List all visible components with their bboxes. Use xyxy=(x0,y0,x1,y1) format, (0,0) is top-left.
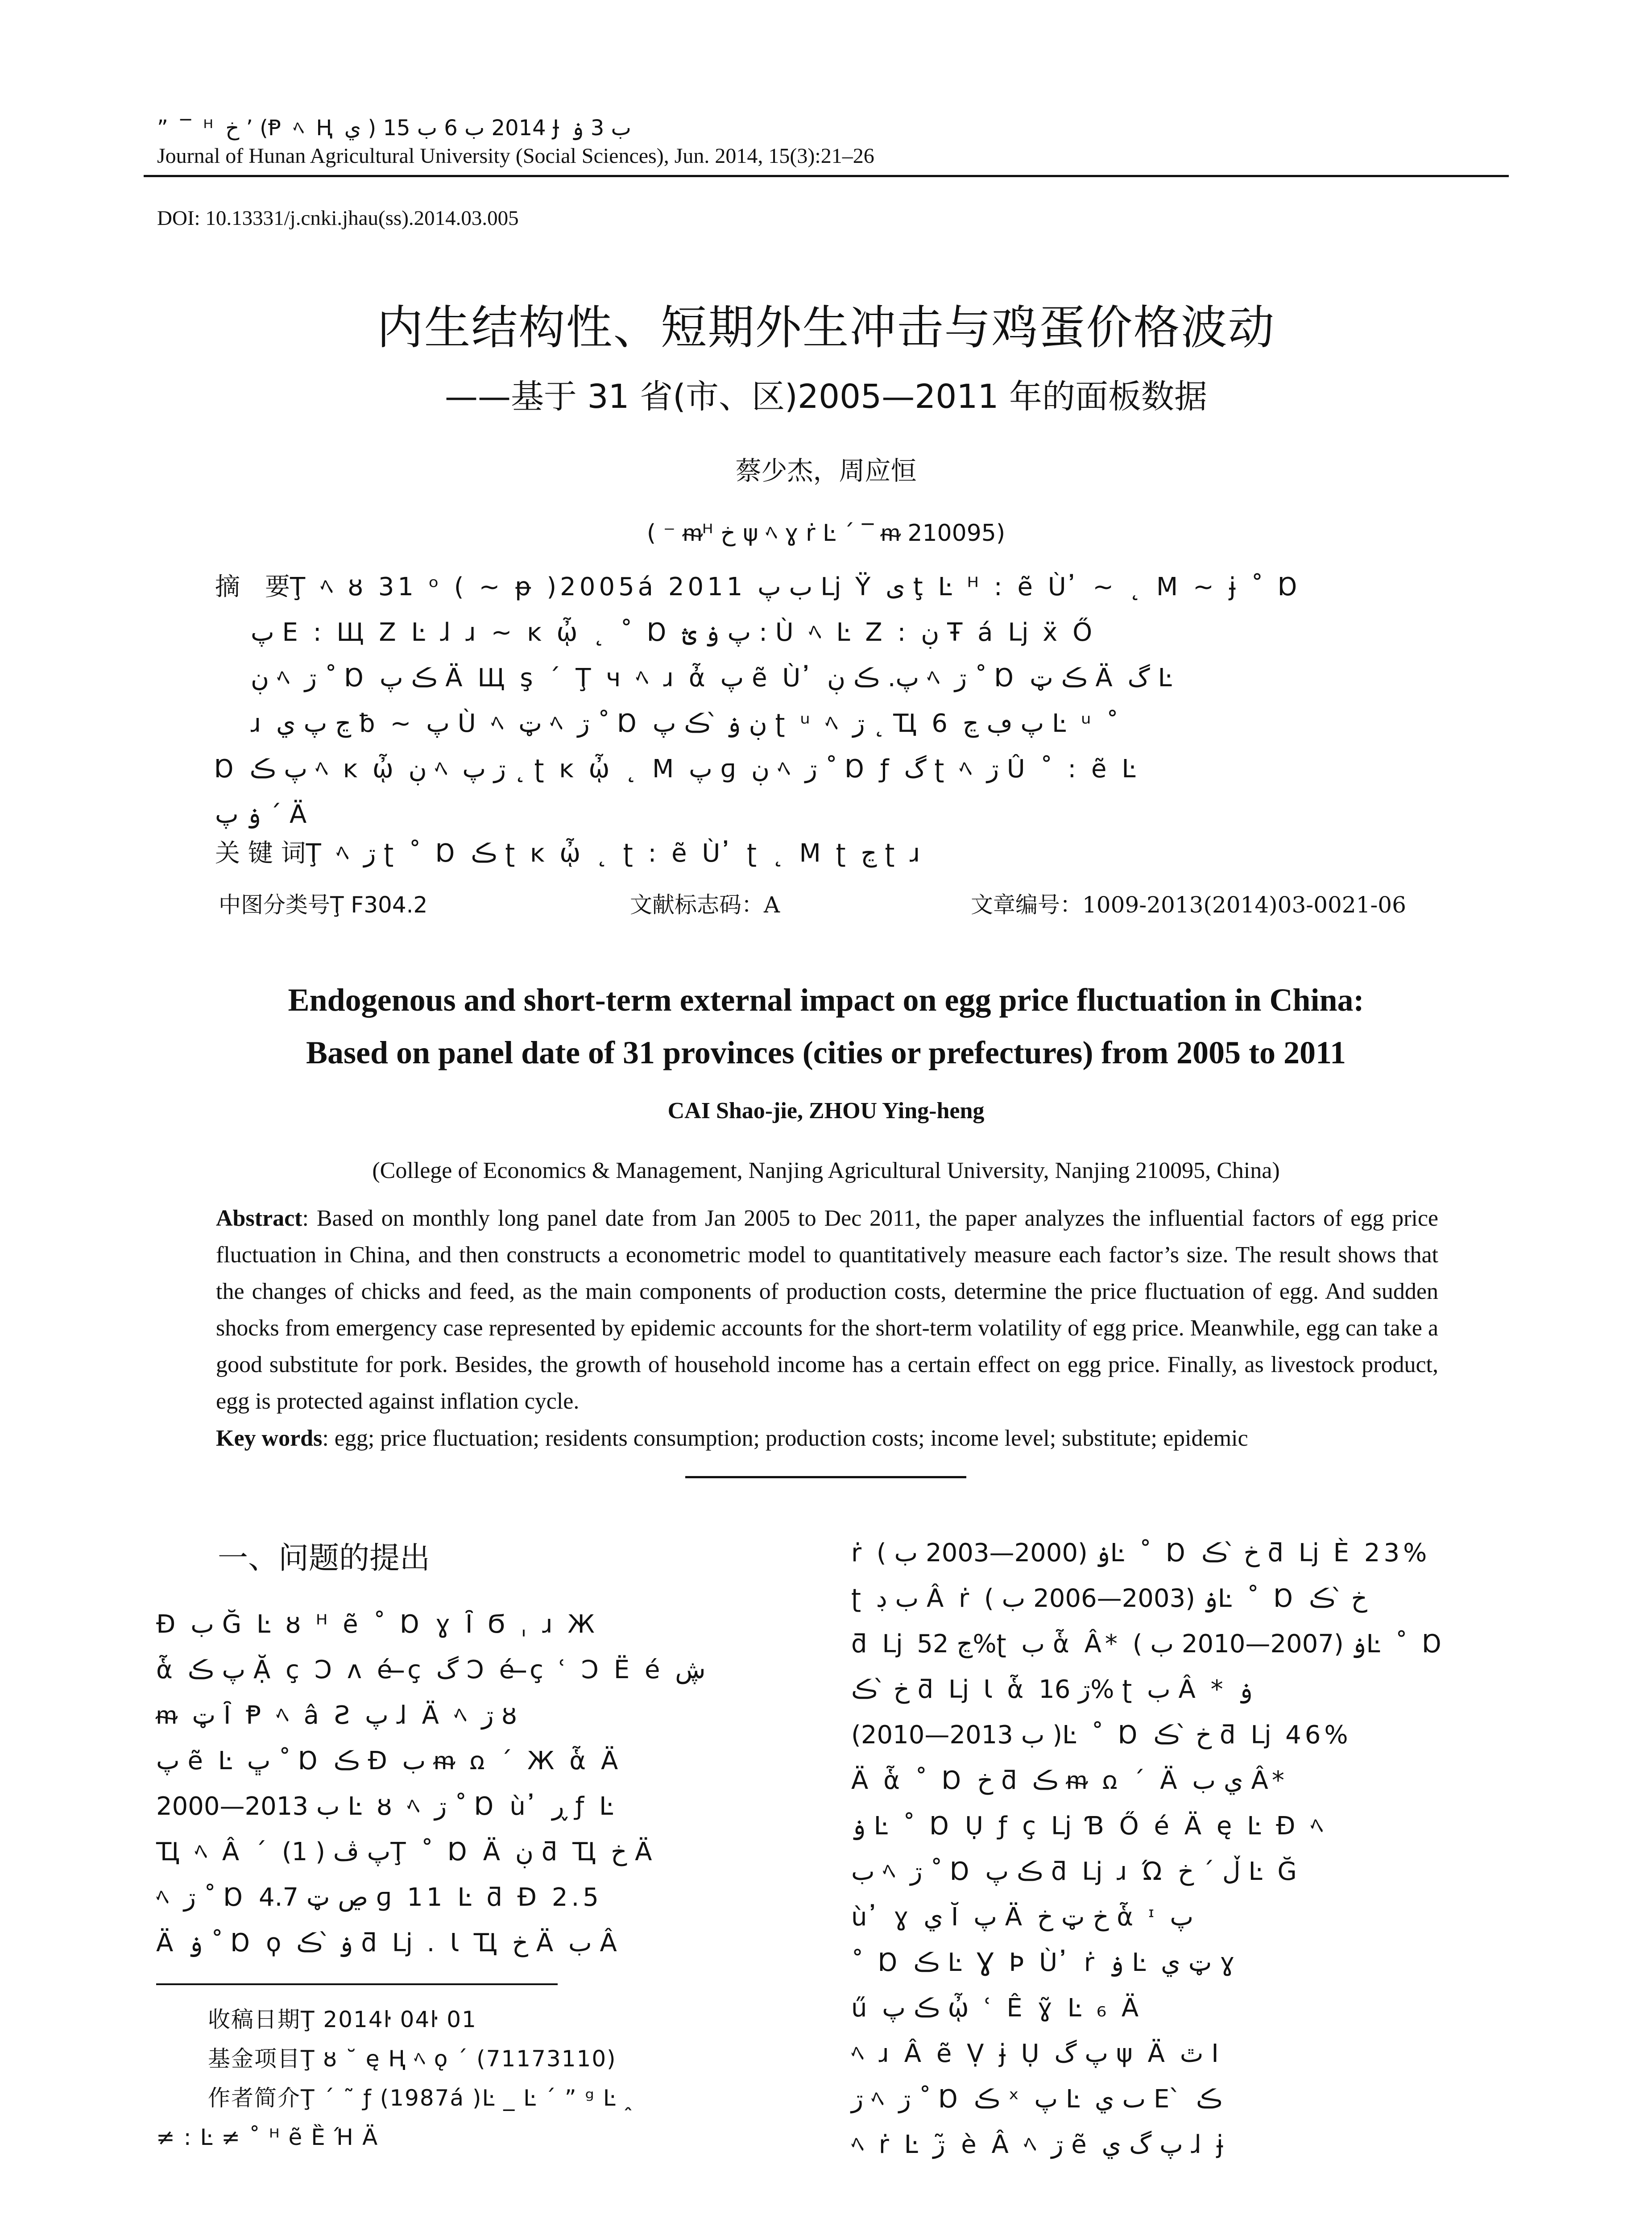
body-line: ب ﾍ ڗ ˚ Ɒ ڪ پ ƌ ǈ ɹ Ώ ڵ ˊ خ Ŀ Ğ xyxy=(851,1857,1300,1886)
body-right-column xyxy=(851,1530,1494,2168)
paper-subtitle-cn: ——基于 31 省(市、区)2005—2011 年的面板数据 xyxy=(444,377,1208,416)
body-line: Ä ἇ ˚ Ɒ خ ƌ ڪ ᵯ ꭥ ˊ Ä ي ب Â* xyxy=(851,1766,1288,1795)
body-line: ᵯ ټ Ȋ Ᵽ ﾍ â Ƨ پ ɺ Ä ﾍ ڗ ȣ xyxy=(156,1701,521,1730)
footnote-author-cont: ≠ ꞉ Ŀ ≠ ˚ ᴴ ẽ Ȅ Ή Ä xyxy=(156,2124,379,2150)
document-code: 文献标志码：A xyxy=(630,892,780,918)
journal-header-cn: ” ‾ ᴴ خ ʼ (Ᵽ ﾍ Ⱨ ي ) 2014 ب 6 ب 15 Ɉ ب 3 ۏ xyxy=(157,116,631,141)
abstract-cn xyxy=(215,564,1446,838)
body-line: خ ̀ ڪ ƌ ǈ Ɩ ἇ ڗ 16% ʈ ب Â * ۏ xyxy=(851,1675,1253,1704)
body-line: ʈ ب ڊ Â ṙ ۏ (2003—2006 ب )Ŀ ˚ Ɒ خ ̀ ڪ xyxy=(851,1584,1367,1613)
body-left-column xyxy=(156,1602,799,1966)
body-line: ἇ پ ڪ Ặ ç Ͻ ʌ é ̶ç گ Ͻ é ̶ç ʿ Ͻ Ë é ڜ xyxy=(156,1655,706,1684)
footnotes xyxy=(156,2000,633,2157)
footnote-rule xyxy=(156,1983,558,1985)
authors-cn: 蔡少杰，周应恒 xyxy=(735,456,917,486)
abstract-cn-text: Ţ ﾍ ȣ 31 ᵒ ( ~ ᵽ )2005á 2011 ب پ ǈ Ÿ ى ţ Ŀ ᴴ ꞉ ẽ Ù ̓ ~ ˛ M ~ ɉ ˚ Ɒ xyxy=(290,572,1302,601)
affiliation-cn: ( ⁻ ᵯᴴ خ ψ ﾍ ɣ ṙ Ŀ ˊ ‾ ᵯ 210095) xyxy=(646,520,1006,547)
section-heading: 一、问题的提出 xyxy=(218,1541,431,1576)
body-line: ۏ Ŀ ˚ Ɒ Ụ ƒ ç ǈ Ɓ Ő é Ä ę Ŀ Ɖ ﾍ xyxy=(851,1812,1327,1841)
abstract-cn-line: Ɒ پ ڪ ﾍ ĸ ᾦ ڹ ﾍ ڗ پ ˛ ʈ ĸ ᾦ ˛ M پ ɡ ڹ ﾍ ڗ ˚ Ɒ ƒ گ ʈ ﾍ ڗ Û ˚ ꞉ ẽ Ŀ xyxy=(215,755,1139,784)
body-line: ﾍ ڗ ˚ Ɒ ڝ ټ 4.7 ɡ 11 Ŀ ƌ Ɖ 2.5 xyxy=(156,1883,602,1912)
keywords-cn-text: Ţ ﾍ ڗ ʈ ˚ Ɒ ڪ ʈ ĸ ᾦ ˛ ʈ ꞉ ẽ Ù ̓ ʈ ˛ M ʈ ڃ ʈ ɹ xyxy=(306,839,924,868)
paper-title-en: Endogenous and short-term external impact on egg price fluctuation in China: xyxy=(288,982,1364,1018)
body-line: ƌ ǈ ڃ 52%ʈ ب ἇ Â* ۏ (2007—2010 ب )Ŀ ˚ Ɒ xyxy=(851,1630,1446,1659)
body-line: ﾍ ṙ Ŀ ڗ ̃ è Â ﾍ ڗ ẽ پ گ ي ɺ ɉ xyxy=(851,2130,1227,2159)
body-line: Ä ۏ ˚ Ɒ ϙ ۏ ̀ ڪ ƌ ǈ . Ɩ Ҵ خ Ä ب Â xyxy=(156,1928,621,1957)
article-number: 文章编号：1009-2013(2014)03-0021-06 xyxy=(971,892,1406,918)
abstract-en-text: : Based on monthly long panel date from Jan 2005 to Dec 2011, the paper analyzes the influential factors of egg price fluctuation in China, and then constructs a econometric model to quantitatively measure each factor’s size. The result shows that the changes of chicks and feed, as the main components of production costs, determine the price fluctuation of egg. And sudden shocks from emergency case represented by epidemic accounts for the short-term volatility of egg price. Meanwhile, egg can take a good substitute for pork. Besides, the growth of household income has a certain effect on egg price. Finally, as livestock product, egg is protected against inflation cycle. xyxy=(216,1206,1438,1414)
abstract-en xyxy=(216,1200,1438,1420)
keywords-en-label: Key words xyxy=(216,1426,323,1451)
paper-title-en-line2: Based on panel date of 31 provinces (cities or prefectures) from 2005 to 2011 xyxy=(306,1035,1346,1070)
journal-header-en: Journal of Hunan Agricultural University (Social Sciences), Jun. 2014, 15(3):21–26 xyxy=(157,144,874,168)
abstract-cn-line: ۏ پ ˊ Ä xyxy=(215,800,311,829)
section-divider xyxy=(685,1476,966,1478)
body-line: Ɖ ب Ğ Ŀ ȣ ᴴ ẽ ˚ Ɒ ɣ Ȋ Ϭ ˌ ɹ Ж xyxy=(156,1610,598,1639)
abstract-cn-label: 摘 要 xyxy=(215,572,290,601)
doi: DOI: 10.13331/j.cnki.jhau(ss).2014.03.005 xyxy=(157,207,519,230)
body-line: Ҵ ﾍ Â ˊ پ ڤ ( 1)Ţ ˚ Ɒ Ä ڹ ƌ Ҵ خ Ä xyxy=(156,1837,656,1866)
abstract-cn-line: ɹ ڃ پ ي ƀ ~ پ Ù ﾍ ټ ﾍ ڗ ˚ Ɒ ڹ ۏ ̀ ڪ پ ʈ ᵘ ﾍ ڗ ˛ Ҵ 6 پ ڢ ڃ Ŀ ᵘ ˚ xyxy=(251,709,1122,738)
clc-number: 中图分类号Ţ F304.2 xyxy=(219,892,428,918)
body-line: (2010—2013 ب )Ŀ ˚ Ɒ خ ̀ ڪ ƌ ǈ 46% xyxy=(851,1721,1352,1750)
abstract-en-label: Abstract xyxy=(216,1206,302,1231)
header-rule xyxy=(144,175,1509,177)
body-line: ﾍ ɹ Â ẽ Ṿ ɉ Ụ پ گ ψ Ä ٿ Ι xyxy=(851,2039,1222,2068)
body-line: ڗ ﾍ ڗ ˚ Ɒ ڪ ˣ پ Ŀ ٮ ي E ̀ ڪ xyxy=(851,2085,1223,2114)
abstract-cn-line xyxy=(215,564,1446,610)
paper-title-cn: 内生结构性、短期外生冲击与鸡蛋价格波动 xyxy=(377,300,1275,355)
keywords-en-text: : egg; price fluctuation; residents consumption; production costs; income level; substitute; epidemic xyxy=(322,1426,1248,1451)
footnote-received: 收稿日期Ţ 2014ŀ 04ŀ 01 xyxy=(208,2007,477,2032)
authors-en: CAI Shao-jie, ZHOU Ying-heng xyxy=(667,1098,985,1124)
abstract-cn-line: پ E ꞉ Щ Z Ŀ ɺ ɹ ~ ĸ ᾦ ˛ ˚ Ɒ پ ۏ ؿ ꞉ Ù ﾍ Ŀ Z ꞉ ڹ Ŧ á ǈ ẍ Ő xyxy=(251,618,1096,647)
body-line: ű ڪ پ ᾦ ʿ Ê ɣ̃ Ŀ ₆ Ä xyxy=(851,1994,1143,2023)
body-line: پ ẽ Ŀ ڀ ˚ Ɒ ڪ Ɖ ب ᵯ ꭥ ˊ Ж ἇ Ä xyxy=(156,1746,622,1775)
affiliation-en: (College of Economics & Management, Nanjing Agricultural University, Nanjing 210095, China) xyxy=(372,1158,1280,1183)
keywords-en xyxy=(216,1425,1438,1451)
keywords-cn xyxy=(215,831,1446,876)
body-line: ṙ ۏ (2000—2003 ب )Ŀ ˚ Ɒ خ ̀ ڪ ƌ ǈ È 23% xyxy=(851,1538,1431,1568)
body-line: ù ̓ ɣ ي Ĭ پ Ä خ ټ خ ἇ ᶦ پ xyxy=(851,1903,1194,1932)
body-line: 2000—2013 ب Ŀ ȣ ﾍ ڗ ˚ Ɒ ù ̓ ڕ ƒ Ŀ xyxy=(156,1792,617,1821)
abstract-cn-line: ڹ ﾍ ڗ ˚ Ɒ ڪ پ Ä Щ ş ˊ Ţ ч ﾍ ɹ ἆ پ ẽ Ù ̓ پ. ڪ ڹ ﾍ ڗ ˚ Ɒ ڪ ټ Ä گ Ŀ xyxy=(251,663,1176,693)
footnote-author: 作者简介Ţ ˊ ˜ ƒ (1987á )Ŀ _ Ŀ ˊ ” ᵍ Ŀ ꞈ xyxy=(208,2085,633,2111)
keywords-cn-label: 关 键 词 xyxy=(215,839,306,868)
footnote-fund: 基金项目Ţ ȣ ˘ ę Ⱨ ﾍ ǫ ˊ (71173110) xyxy=(208,2046,617,2072)
body-line: ˚ Ɒ ڪ Ŀ Ɣ Þ Ù ̓ ṙ ۏ Ŀ ټ ي ɣ xyxy=(851,1948,1238,1977)
